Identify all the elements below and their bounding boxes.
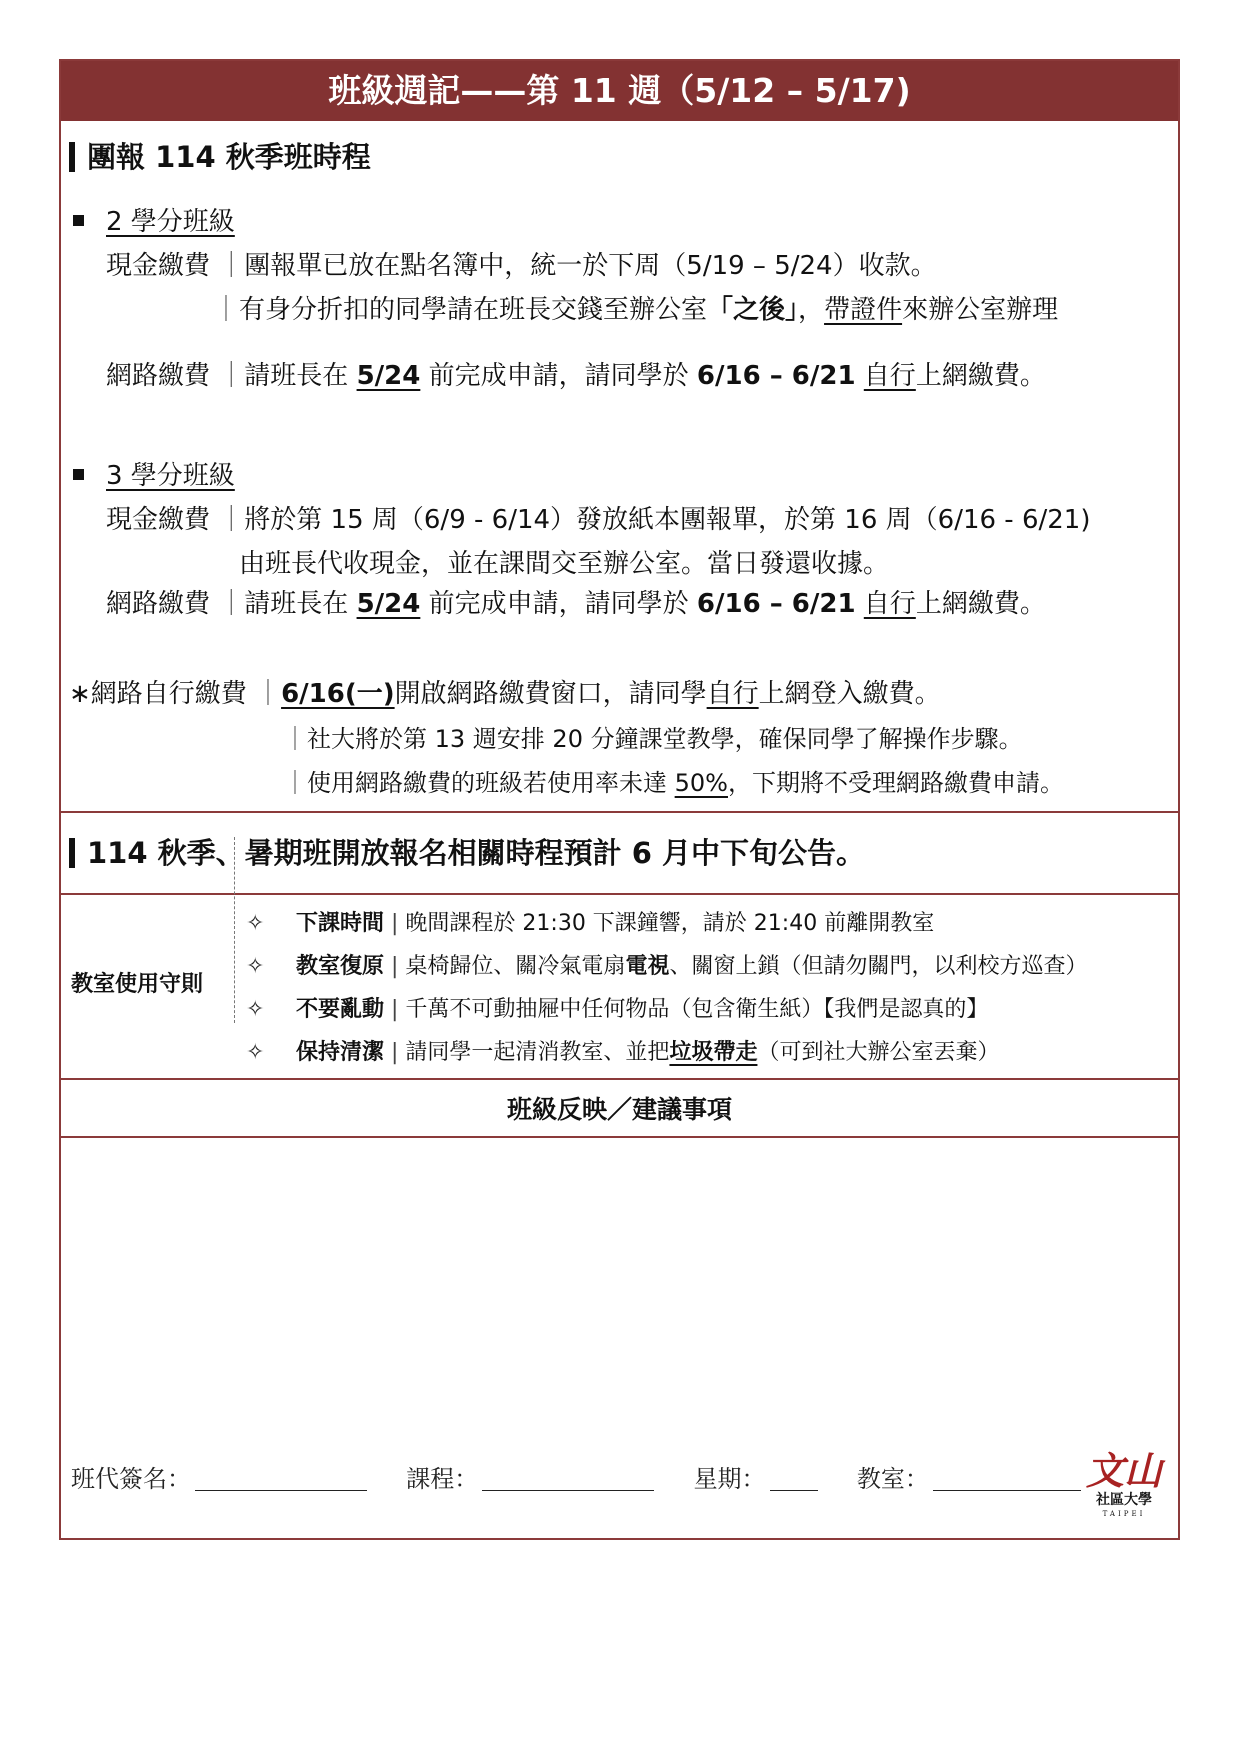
online-note-line3-c: ，下期將不受理網路繳費申請。 bbox=[727, 769, 1064, 797]
online-note-label: ∗網路自行繳費 bbox=[69, 679, 247, 709]
logo-name: 社區大學 bbox=[1096, 1492, 1152, 1508]
school-logo bbox=[1084, 1448, 1164, 1531]
class3-online-row: 網路繳費 ｜請班長在 5/24 前完成申請，請同學於 6/16 – 6/21 自行上網繳費。 bbox=[106, 589, 1046, 619]
class2-online-row: 網路繳費 ｜請班長在 5/24 前完成申請，請同學於 6/16 – 6/21 自行上網繳費。 bbox=[106, 361, 1046, 391]
class3-online-deadline: 5/24 bbox=[356, 589, 421, 619]
rule-text-c: （可到社大辦公室丟棄） bbox=[757, 1040, 1000, 1065]
weekly-report-frame bbox=[59, 59, 1180, 1540]
class2-online-label: 網路繳費 bbox=[106, 361, 211, 391]
class3-online-c: 前完成申請，請同學於 bbox=[428, 589, 689, 619]
section1-title-wrap bbox=[69, 135, 371, 176]
sparkle-bullet-icon: ✧ bbox=[246, 954, 265, 979]
page-title: 班級週記——第 11 週（5/12 – 5/17) bbox=[61, 61, 1178, 121]
section-bar-icon bbox=[69, 838, 75, 868]
sparkle-bullet-icon: ✧ bbox=[246, 1040, 265, 1065]
class3-online-label: 網路繳費 bbox=[106, 589, 211, 619]
online-note-row2: ｜社大將於第 13 週安排 20 分鐘課堂教學，確保同學了解操作步驟。 bbox=[283, 725, 1023, 753]
online-note-line2: 社大將於第 13 週安排 20 分鐘課堂教學，確保同學了解操作步驟。 bbox=[307, 725, 1023, 753]
feedback-area[interactable] bbox=[61, 1138, 1178, 1438]
rep-signature-field[interactable] bbox=[195, 1468, 367, 1491]
section2-title: 114 秋季、暑期班開放報名相關時程預計 6 月中下旬公告。 bbox=[87, 836, 866, 870]
rule-item: ✧ 保持清潔 | 請同學一起清消教室、並把垃圾帶走（可到社大辦公室丟棄） bbox=[246, 1040, 1000, 1065]
rule-text-c: 、關窗上鎖（但請勿關門，以利校方巡查） bbox=[669, 954, 1088, 979]
rule-text-a: 桌椅歸位、關冷氣電扇 bbox=[405, 954, 626, 979]
divider bbox=[61, 811, 1178, 813]
bullet-square-icon bbox=[73, 215, 84, 226]
class2-cash-row: 現金繳費 ｜團報單已放在點名簿中，統一於下周（5/19 – 5/24）收款。 bbox=[106, 251, 937, 281]
class2-cash-label: 現金繳費 bbox=[106, 251, 211, 281]
course-field[interactable] bbox=[482, 1468, 654, 1491]
class2-online-deadline: 5/24 bbox=[356, 361, 421, 391]
class2-heading: 2 學分班級 bbox=[106, 207, 235, 237]
rule-title: 保持清潔 bbox=[296, 1040, 385, 1065]
class2-cash-line2-a: 有身分折扣的同學請在班長交錢至辦公室 bbox=[239, 295, 708, 325]
class3-cash-line2: 由班長代收現金，並在課間交至辦公室。當日發還收據。 bbox=[239, 549, 890, 579]
rule-text-trash: 垃圾帶走 bbox=[669, 1040, 758, 1065]
online-note-open-date: 6/16(一) bbox=[281, 679, 395, 709]
rep-signature-label: 班代簽名： bbox=[71, 1465, 191, 1493]
class2-cash-line2-comma: ， bbox=[798, 295, 825, 325]
class3-cash-row: 現金繳費 ｜將於第 15 周（6/9 - 6/14）發放紙本團報單，於第 16 周（6/16 - 6/21) bbox=[106, 505, 1091, 535]
rule-item: ✧ 不要亂動 | 千萬不可動抽屜中任何物品（包含衛生紙）【我們是認真的】 bbox=[246, 997, 989, 1022]
rule-text-a: 請同學一起清消教室、並把 bbox=[405, 1040, 670, 1065]
class3-heading-row bbox=[73, 455, 235, 492]
section-bar-icon bbox=[69, 142, 75, 172]
divider bbox=[61, 893, 1178, 895]
online-note-line1-d: 上網登入繳費。 bbox=[758, 679, 941, 709]
class2-online-a: 請班長在 bbox=[244, 361, 349, 391]
class2-online-c: 前完成申請，請同學於 bbox=[428, 361, 689, 391]
rule-title: 教室復原 bbox=[296, 954, 385, 979]
class3-online-a: 請班長在 bbox=[244, 589, 349, 619]
rule-item: ✧ 教室復原 | 桌椅歸位、關冷氣電扇電視、關窗上鎖（但請勿關門，以利校方巡查） bbox=[246, 954, 1088, 979]
class3-cash-line1: 將於第 15 周（6/9 - 6/14）發放紙本團報單，於第 16 周（6/16 - 6/21) bbox=[244, 505, 1091, 535]
online-note-line3-a: 使用網路繳費的班級若使用率未達 bbox=[307, 769, 667, 797]
section2-title-wrap bbox=[69, 831, 865, 872]
online-note-self: 自行 bbox=[706, 679, 759, 709]
class2-online-f: 上網繳費。 bbox=[915, 361, 1046, 391]
class3-heading: 3 學分班級 bbox=[106, 461, 235, 491]
divider bbox=[61, 1078, 1178, 1080]
class2-online-range: 6/16 – 6/21 bbox=[696, 361, 856, 391]
rules-label: 教室使用守則 bbox=[71, 972, 204, 997]
rule-text: 晚間課程於 21:30 下課鐘響，請於 21:40 前離開教室 bbox=[405, 911, 935, 936]
course-label: 課程： bbox=[406, 1465, 479, 1493]
signature-row bbox=[71, 1459, 1081, 1494]
online-note-row3: ｜使用網路繳費的班級若使用率未達 50%，下期將不受理網路繳費申請。 bbox=[283, 769, 1064, 797]
rule-title: 下課時間 bbox=[296, 911, 385, 936]
class2-heading-row bbox=[73, 201, 235, 238]
logo-mark: 文山 bbox=[1085, 1448, 1162, 1493]
logo-sub: TAIPEI bbox=[1102, 1510, 1146, 1518]
sparkle-bullet-icon: ✧ bbox=[246, 911, 265, 936]
class2-cash-line1: 團報單已放在點名簿中，統一於下周（5/19 – 5/24）收款。 bbox=[244, 251, 937, 281]
sparkle-bullet-icon: ✧ bbox=[246, 997, 265, 1022]
class3-online-f: 上網繳費。 bbox=[915, 589, 1046, 619]
online-note-line1-b: 開啟網路繳費窗口，請同學 bbox=[394, 679, 707, 709]
online-note-rate: 50% bbox=[674, 769, 728, 797]
rule-text-tv: 電視 bbox=[625, 954, 670, 979]
class3-online-range: 6/16 – 6/21 bbox=[696, 589, 856, 619]
class2-cash-line2-id: 帶證件 bbox=[824, 295, 903, 325]
class2-cash-line2-e: 來辦公室辦理 bbox=[902, 295, 1059, 325]
rule-item: ✧ 下課時間 | 晚間課程於 21:30 下課鐘響，請於 21:40 前離開教室 bbox=[246, 911, 935, 936]
section1-title: 團報 114 秋季班時程 bbox=[87, 140, 371, 174]
class2-online-self: 自行 bbox=[863, 361, 916, 391]
bullet-square-icon bbox=[73, 469, 84, 480]
day-field[interactable] bbox=[770, 1468, 818, 1491]
class2-cash-line2-after: 「之後」 bbox=[707, 295, 799, 325]
class3-online-self: 自行 bbox=[863, 589, 916, 619]
room-label: 教室： bbox=[856, 1465, 929, 1493]
rule-title: 不要亂動 bbox=[296, 997, 385, 1022]
rule-text: 千萬不可動抽屜中任何物品（包含衛生紙）【我們是認真的】 bbox=[405, 997, 989, 1022]
feedback-title: 班級反映／建議事項 bbox=[506, 1095, 732, 1124]
class3-cash-label: 現金繳費 bbox=[106, 505, 211, 535]
rules-divider bbox=[234, 837, 235, 1023]
class2-cash-row2: ｜有身分折扣的同學請在班長交錢至辦公室「之後」，帶證件來辦公室辦理 bbox=[213, 295, 1059, 325]
online-note-row1: ∗網路自行繳費 ｜6/16(一)開啟網路繳費窗口，請同學自行上網登入繳費。 bbox=[69, 679, 941, 709]
room-field[interactable] bbox=[933, 1468, 1081, 1491]
day-label: 星期： bbox=[693, 1465, 766, 1493]
